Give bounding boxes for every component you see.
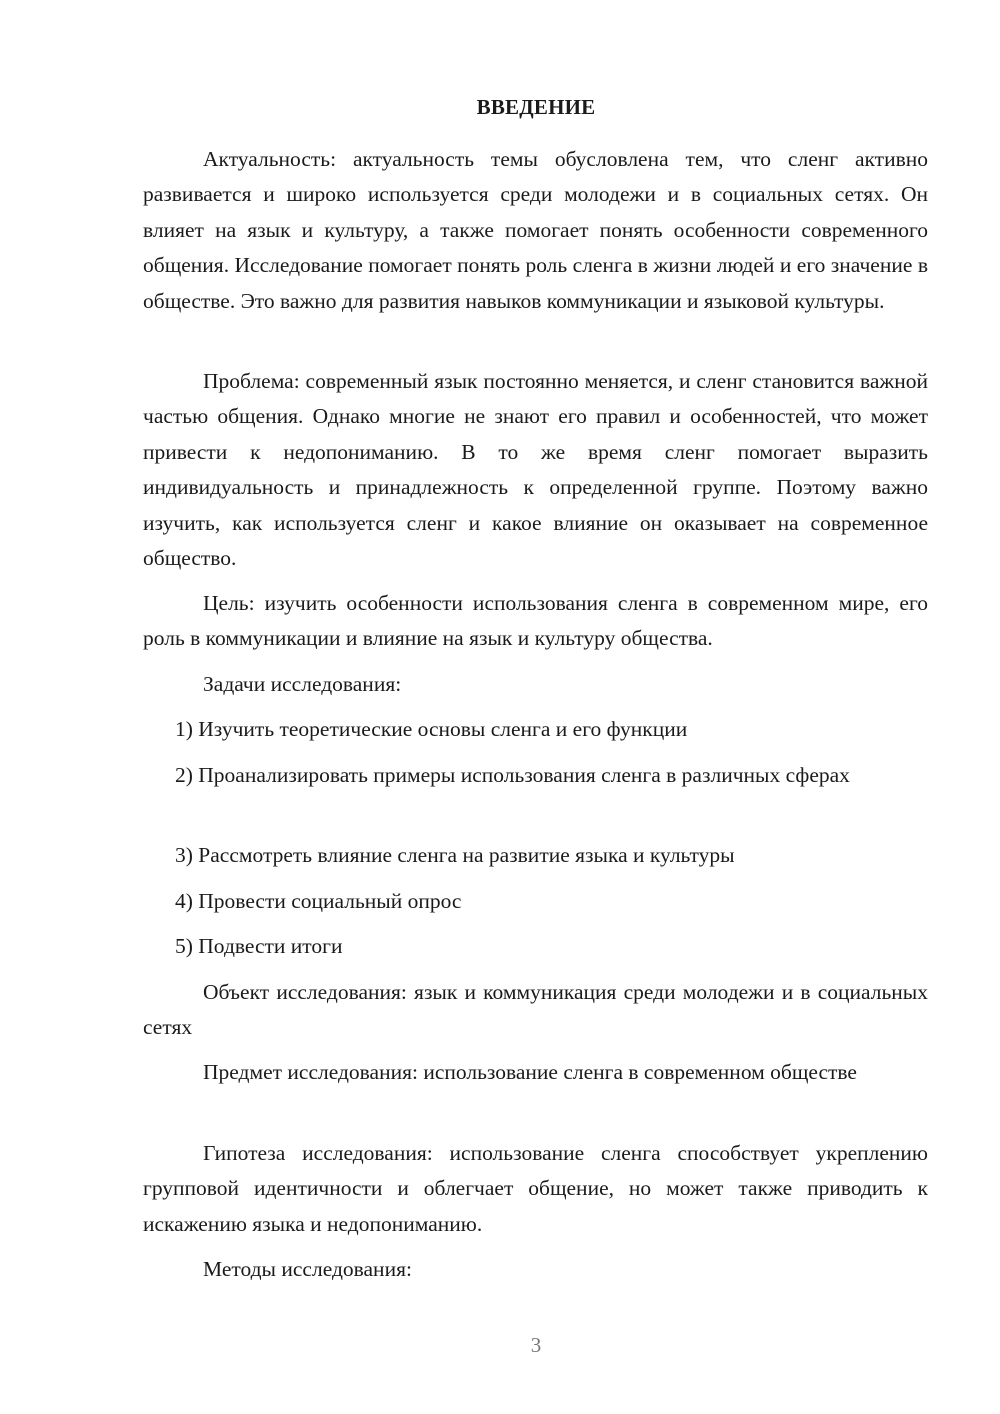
task-item-3: 3) Рассмотреть влияние сленга на развитие языка и культуры <box>175 843 735 867</box>
paragraph-hypothesis: Гипотеза исследования: использование сленга способствует укреплению групповой идентичности и облегчает общение, но может также приводить к искажению языка и недопониманию. <box>143 1141 928 1236</box>
task-item-5: 5) Подвести итоги <box>175 934 343 958</box>
paragraph-problem: Проблема: современный язык постоянно меняется, и сленг становится важной частью общения. Однако многие не знают его правил и особенностей, что может привести к недопониманию. В то же время сленг помогает выразить индивидуальность и принадлежность к определенной группе. Поэтому важно изучить, как используется сленг и какое влияние он оказывает на современное общество. <box>143 369 928 571</box>
section-heading: ВВЕДЕНИЕ <box>476 95 596 119</box>
task-item-1: 1) Изучить теоретические основы сленга и его функции <box>175 717 688 741</box>
tasks-heading: Задачи исследования: <box>203 672 402 696</box>
task-item-2: 2) Проанализировать примеры использования сленга в различных сферах <box>175 763 850 787</box>
paragraph-subject: Предмет исследования: использование сленга в современном обществе <box>203 1060 857 1084</box>
paragraph-goal: Цель: изучить особенности использования сленга в современном мире, его роль в коммуникации и влияние на язык и культуру общества. <box>143 591 928 651</box>
paragraph-object: Объект исследования: язык и коммуникация среди молодежи и в социальных сетях <box>143 980 928 1040</box>
task-item-4: 4) Провести социальный опрос <box>175 889 462 913</box>
paragraph-relevance: Актуальность: актуальность темы обусловлена тем, что сленг активно развивается и широко используется среди молодежи и в социальных сетях. Он влияет на язык и культуру, а также помогает понять особенности современного общения. Исследование помогает понять роль сленга в жизни людей и его значение в обществе. Это важно для развития навыков коммуникации и языковой культуры. <box>143 147 928 313</box>
page-number: 3 <box>530 1333 542 1357</box>
methods-heading: Методы исследования: <box>203 1257 412 1281</box>
